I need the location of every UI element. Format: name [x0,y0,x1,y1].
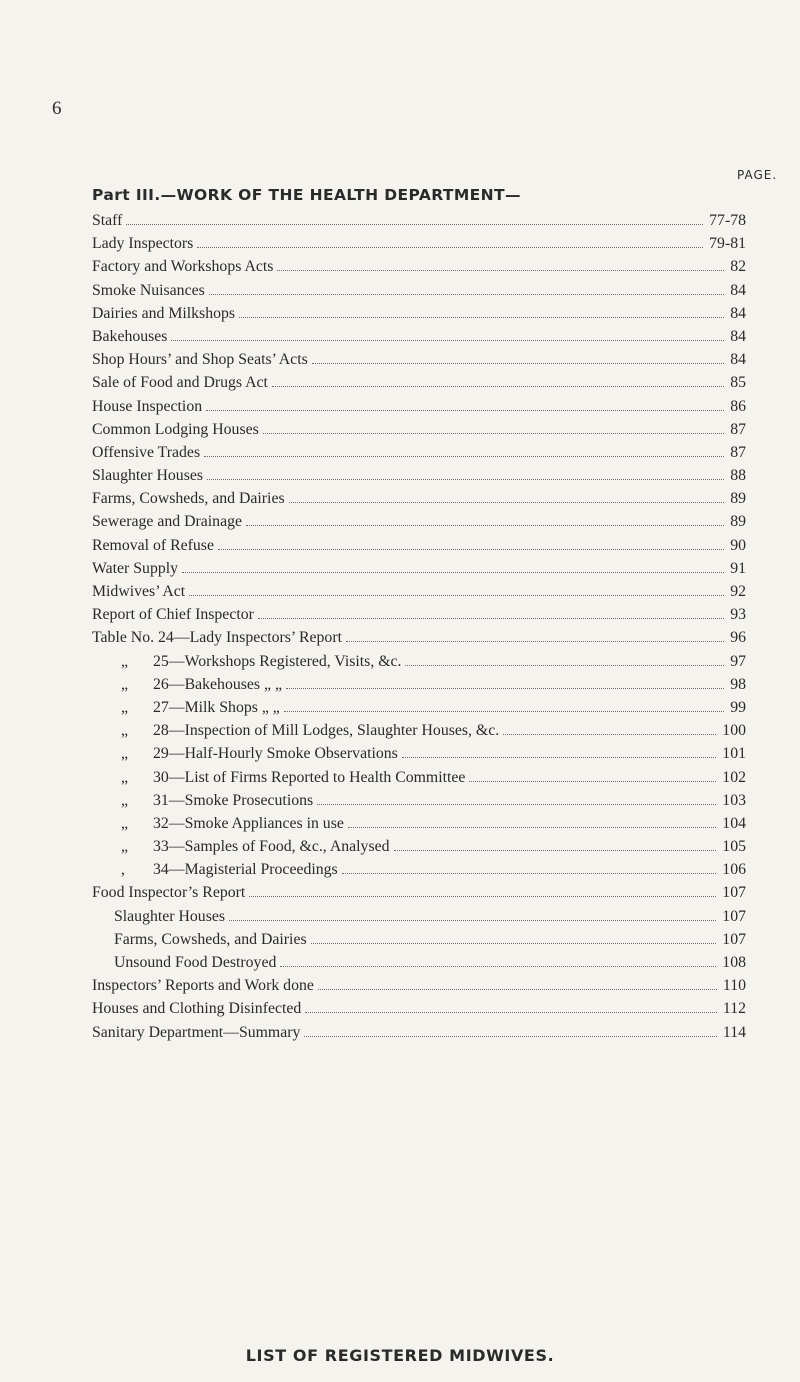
page-column-heading: PAGE. [737,168,778,182]
entry-page: 89 [730,513,746,531]
ditto-mark: „ [121,722,129,740]
contents-entry [0,719,800,742]
entry-page: 114 [722,1023,746,1041]
ditto-mark: „ [121,814,129,832]
entry-title: Sanitary Department—Summary [92,1023,301,1041]
entry-page: 101 [722,745,746,763]
dot-leader [209,294,724,295]
ditto-mark: „ [121,768,129,786]
part-title: Part III.—WORK OF THE HEALTH DEPARTMENT— [92,186,521,204]
ditto-mark: , [121,861,125,879]
contents-entry [0,557,800,580]
contents-entry [0,232,800,255]
contents-entry [0,279,800,302]
entry-title: Food Inspector’s Report [92,884,246,902]
contents-entry [0,255,800,278]
entry-title: Slaughter Houses [92,467,204,485]
entry-page: 90 [730,536,746,554]
entry-page: 110 [722,977,746,995]
dot-leader [204,456,724,457]
dot-leader [189,595,724,596]
entry-title: Removal of Refuse [92,536,214,554]
entry-title: House Inspection [92,397,203,415]
dot-leader [305,1012,717,1013]
dot-leader [346,641,724,642]
ditto-mark: „ [121,838,129,856]
dot-leader [207,479,724,480]
dot-leader [405,665,724,666]
contents-entry [0,974,800,997]
entry-page: 99 [730,698,746,716]
dot-leader [304,1036,717,1037]
entry-title: 27—Milk Shops „ „ [153,698,280,716]
dot-leader [286,688,724,689]
entry-page: 102 [722,768,746,786]
contents-entry [0,534,800,557]
contents-entry [0,209,800,232]
ditto-mark: „ [121,698,129,716]
entry-title: 30—List of Firms Reported to Health Committee [153,768,466,786]
dot-leader [218,549,724,550]
entry-page: 84 [730,281,746,299]
dot-leader [469,781,716,782]
entry-title: Staff [92,212,123,229]
contents-entry [0,650,800,673]
ditto-mark: „ [121,675,129,693]
entry-page: 84 [730,327,746,345]
entry-title: Common Lodging Houses [92,420,259,438]
entry-page: 82 [730,258,746,276]
contents-entry [0,441,800,464]
entry-title: Houses and Clothing Disinfected [92,1000,302,1018]
contents-entry [0,812,800,835]
entry-page: 106 [722,861,746,879]
footer-title: LIST OF REGISTERED MIDWIVES. [245,1346,555,1365]
entry-page: 96 [730,629,746,647]
dot-leader [348,827,716,828]
entry-title: 34—Magisterial Proceedings [153,861,338,879]
entry-page: 100 [722,722,746,740]
entry-page: 84 [730,351,746,369]
contents-entry [0,835,800,858]
contents-entry [0,464,800,487]
dot-leader [402,757,716,758]
dot-leader [342,873,716,874]
entry-title: Sale of Food and Drugs Act [92,374,268,392]
dot-leader [206,410,724,411]
entry-page: 107 [722,907,746,925]
dot-leader [311,943,716,944]
entry-title: 32—Smoke Appliances in use [153,814,344,832]
entry-title: Table No. 24—Lady Inspectors’ Report [92,629,342,647]
entry-title: 26—Bakehouses „ „ [153,675,282,693]
contents-list [0,209,800,1044]
ditto-mark: „ [121,652,129,670]
dot-leader [229,920,716,921]
contents-entry [0,302,800,325]
entry-page: 88 [730,467,746,485]
dot-leader [318,989,717,990]
contents-entry [0,905,800,928]
contents-entry [0,881,800,904]
dot-leader [280,966,716,967]
contents-entry [0,742,800,765]
entry-page: 89 [730,490,746,508]
entry-page: 98 [730,675,746,693]
contents-entry [0,348,800,371]
dot-leader [394,850,716,851]
dot-leader [197,247,703,248]
contents-entry [0,997,800,1020]
entry-title: 31—Smoke Prosecutions [153,791,314,809]
entry-title: Inspectors’ Reports and Work done [92,977,314,995]
entry-page: 104 [722,814,746,832]
entry-page: 112 [722,1000,746,1018]
dot-leader [317,804,716,805]
contents-entry [0,858,800,881]
dot-leader [182,572,724,573]
dot-leader [272,386,724,387]
entry-title: 29—Half-Hourly Smoke Observations [153,745,398,763]
entry-page: 107 [722,884,746,902]
entry-title: Offensive Trades [92,443,201,461]
contents-entry [0,395,800,418]
entry-page: 91 [730,559,746,577]
entry-page: 108 [722,954,746,971]
dot-leader [284,711,724,712]
entry-title: Lady Inspectors [92,235,194,253]
contents-entry [0,580,800,603]
contents-entry [0,510,800,533]
dot-leader [171,340,724,341]
dot-leader [239,317,724,318]
dot-leader [289,502,724,503]
entry-page: 107 [722,930,746,948]
entry-title: Farms, Cowsheds, and Dairies [92,490,285,508]
entry-title: Water Supply [92,559,179,577]
entry-page: 87 [730,420,746,438]
entry-title: Smoke Nuisances [92,281,205,299]
entry-page: 79-81 [709,235,746,253]
contents-entry [0,603,800,626]
entry-title: 28—Inspection of Mill Lodges, Slaughter Houses, &c. [153,722,500,740]
entry-page: 105 [722,838,746,856]
entry-title: Shop Hours’ and Shop Seats’ Acts [92,351,308,369]
ditto-mark: „ [121,745,129,763]
entry-title: Factory and Workshops Acts [92,258,274,276]
contents-entry [0,696,800,719]
entry-page: 103 [722,791,746,809]
dot-leader [503,734,716,735]
dot-leader [277,270,724,271]
contents-entry [0,371,800,394]
dot-leader [258,618,724,619]
dot-leader [246,525,724,526]
entry-title: Bakehouses [92,327,168,345]
entry-page: 77-78 [709,212,746,229]
contents-entry [0,951,800,974]
contents-entry [0,789,800,812]
entry-title: Midwives’ Act [92,583,186,600]
entry-title: 33—Samples of Food, &c., Analysed [153,838,390,856]
entry-title: Dairies and Milkshops [92,304,236,322]
entry-page: 92 [730,583,746,600]
entry-title: Sewerage and Drainage [92,513,242,531]
contents-entry [0,626,800,649]
contents-entry [0,487,800,510]
entry-page: 97 [730,652,746,670]
page-number: 6 [52,98,62,119]
entry-title: Slaughter Houses [114,907,226,925]
contents-entry [0,418,800,441]
entry-title: Report of Chief Inspector [92,606,254,624]
entry-title: Farms, Cowsheds, and Dairies [114,930,307,948]
entry-title: Unsound Food Destroyed [114,954,277,971]
contents-entry [0,325,800,348]
dot-leader [249,896,716,897]
dot-leader [126,224,703,225]
contents-entry [0,766,800,789]
entry-page: 93 [730,606,746,624]
contents-entry [0,928,800,951]
dot-leader [312,363,724,364]
entry-page: 87 [730,443,746,461]
contents-entry [0,1021,800,1044]
entry-page: 84 [730,304,746,322]
contents-entry [0,673,800,696]
ditto-mark: „ [121,791,129,809]
entry-title: 25—Workshops Registered, Visits, &c. [153,652,402,670]
entry-page: 85 [730,374,746,392]
dot-leader [263,433,724,434]
entry-page: 86 [730,397,746,415]
